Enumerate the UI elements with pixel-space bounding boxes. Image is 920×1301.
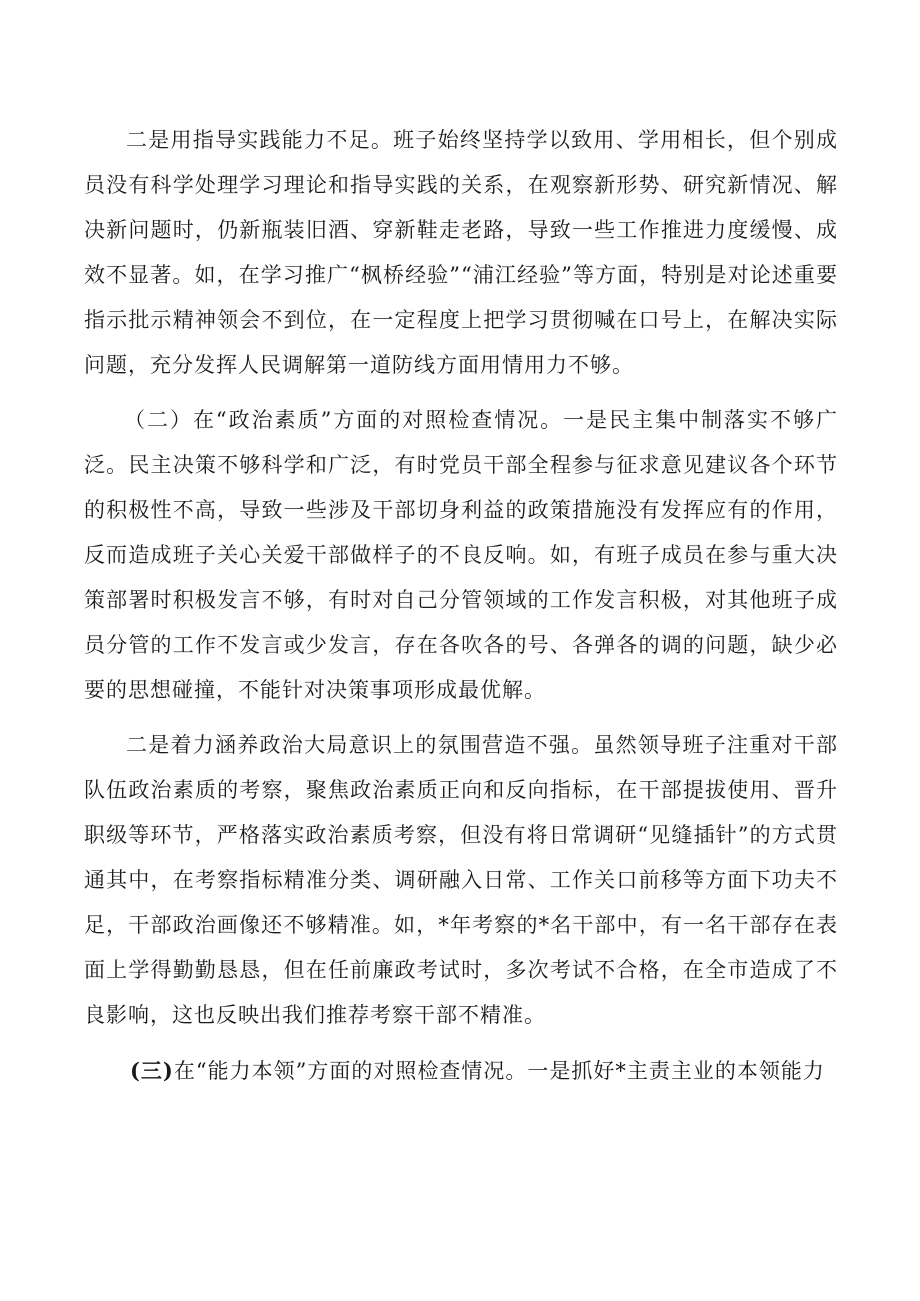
paragraph-capability-text: 在“能力本领”方面的对照检查情况。一是抓好*主责主业的本领能力: [173, 1059, 825, 1083]
section-number: (三): [130, 1058, 174, 1083]
document-body: [84, 118, 838, 1104]
paragraph-practice-ability: 二是用指导实践能力不足。班子始终坚持学以致用、学用相长，但个别成员没有科学处理学习理论和指导实践的关系，在观察新形势、研究新情况、解决新问题时，仍新瓶装旧酒、穿新鞋走老路，导致一些工作推进力度缓慢、成效不显著。如，在学习推广“枫桥经验”“浦江经验”等方面，特别是对论述重要指示批示精神领会不到位，在一定程度上把学习贯彻喊在口号上，在解决实际问题，充分发挥人民调解第一道防线方面用情用力不够。: [84, 128, 838, 377]
paragraph-capability: [84, 1048, 838, 1094]
paragraph-political-quality: （二）在“政治素质”方面的对照检查情况。一是民主集中制落实不够广泛。民主决策不够科学和广泛，有时党员干部全程参与征求意见建议各个环节的积极性不高，导致一些涉及干部切身利益的政策措施没有发挥应有的作用，反而造成班子关心关爱干部做样子的不良反响。如，有班子成员在参与重大决策部署时积极发言不够，有时对自己分管领域的工作发言积极，对其他班子成员分管的工作不发言或少发言，存在各吹各的号、各弹各的调的问题，缺少必要的思想碰撞，不能针对决策事项形成最优解。: [84, 408, 838, 702]
paragraph-political-awareness: 二是着力涵养政治大局意识上的氛围营造不强。虽然领导班子注重对干部队伍政治素质的考察，聚焦政治素质正向和反向指标，在干部提拔使用、晋升职级等环节，严格落实政治素质考察，但没有将日常调研“见缝插针”的方式贯通其中，在考察指标精准分类、调研融入日常、工作关口前移等方面下功夫不足，干部政治画像还不够精准。如，*年考察的*名干部中，有一名干部存在表面上学得勤勤恳恳，但在任前廉政考试时，多次考试不合格，在全市造成了不良影响，这也反映出我们推荐考察干部不精准。: [84, 733, 838, 1027]
